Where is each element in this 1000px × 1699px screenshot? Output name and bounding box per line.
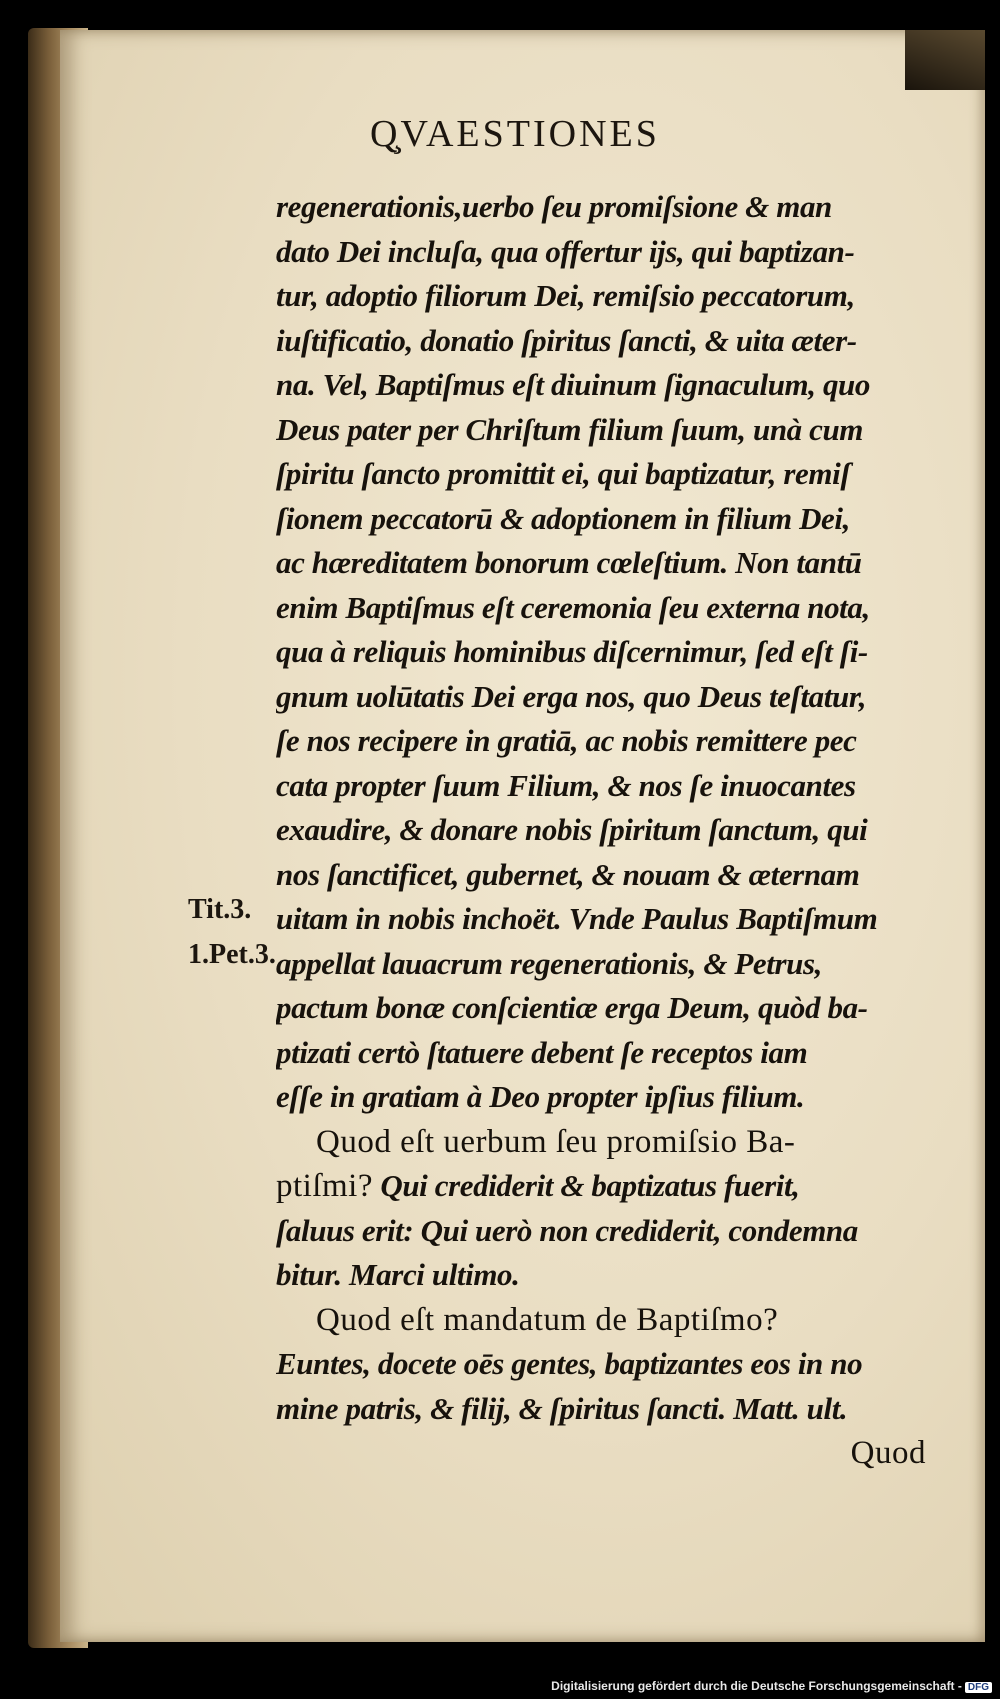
- running-header: Q̧VAESTIONES: [370, 113, 660, 155]
- text-line: uitam in nobis inchoët. Vnde Paulus Baptiſmum: [276, 901, 878, 936]
- footer-text: Digitalisierung gefördert durch die Deutsche Forschungsgemeinschaft -: [551, 1679, 962, 1693]
- answer-text: Qui crediderit & baptizatus fuerit,: [373, 1168, 800, 1203]
- text-line: ptizati certò ſtatuere debent ſe receptos iam: [276, 1034, 808, 1070]
- body-text: [276, 185, 936, 1476]
- text-line: eſſe in gratiam à Deo propter ipſius filium.: [276, 1079, 805, 1114]
- question-heading: Quod eſt uerbum ſeu promiſsio Ba-: [316, 1123, 796, 1160]
- text-line: ſpiritu ſancto promittit ei, qui baptizatur, remiſ: [276, 456, 851, 491]
- text-line: regenerationis,uerbo ſeu promiſsione & man: [276, 189, 832, 224]
- text-line: appellat lauacrum regenerationis, & Petrus,: [276, 945, 823, 981]
- text-line: ſaluus erit: Qui uerò non crediderit, condemna: [276, 1212, 858, 1248]
- text-line: Deus pater per Chriſtum filium ſuum, unà cum: [276, 411, 864, 447]
- text-line: mine patris, & filij, & ſpiritus ſancti. Matt. ult.: [276, 1390, 848, 1426]
- text-line: cata propter ſuum Filium, & nos ſe inuocantes: [276, 767, 856, 803]
- text-line: dato Dei incluſa, qua offertur ijs, qui baptizan-: [276, 233, 855, 269]
- text-line: tur, adoptio filiorum Dei, remiſsio peccatorum,: [276, 278, 855, 313]
- text-line: ſionem peccatorū & adoptionem in filium Dei,: [276, 500, 850, 536]
- question-heading-cont: ptiſmi?: [276, 1168, 373, 1204]
- text-line: pactum bonæ conſcientiæ erga Deum, quòd ba-: [276, 990, 868, 1025]
- question-heading: Quod eſt mandatum de Baptiſmo?: [316, 1301, 779, 1338]
- text-line: nos ſanctificet, gubernet, & nouam & æternam: [276, 856, 860, 892]
- text-line: ac hæreditatem bonorum cœleſtium. Non tantū: [276, 545, 862, 580]
- catchword: Quod: [850, 1435, 926, 1471]
- text-line: ſe nos recipere in gratiā, ac nobis remittere pec: [276, 723, 857, 758]
- text-line: Euntes, docete oēs gentes, baptizantes eos in no: [276, 1346, 863, 1381]
- margin-note-tit: Tit.3.: [188, 894, 252, 925]
- text-line: enim Baptiſmus eſt ceremonia ſeu externa nota,: [276, 589, 870, 625]
- text-line: iuſtificatio, donatio ſpiritus ſancti, & uita æter-: [276, 322, 857, 358]
- text-line: gnum uolūtatis Dei erga nos, quo Deus teſtatur,: [276, 678, 867, 714]
- text-line: bitur. Marci ultimo.: [276, 1257, 520, 1292]
- text-line: na. Vel, Baptiſmus eſt diuinum ſignaculum, quo: [276, 367, 870, 402]
- page-corner-shadow: [905, 30, 985, 90]
- margin-note-pet: 1.Pet.3.: [188, 939, 276, 970]
- text-line: qua à reliquis hominibus diſcernimur, ſed eſt ſi-: [276, 634, 868, 669]
- dfg-logo: DFG: [965, 1682, 992, 1693]
- text-line: exaudire, & donare nobis ſpiritum ſanctum, qui: [276, 812, 868, 847]
- text-line: [276, 1164, 936, 1209]
- digitization-footer: [551, 1679, 992, 1693]
